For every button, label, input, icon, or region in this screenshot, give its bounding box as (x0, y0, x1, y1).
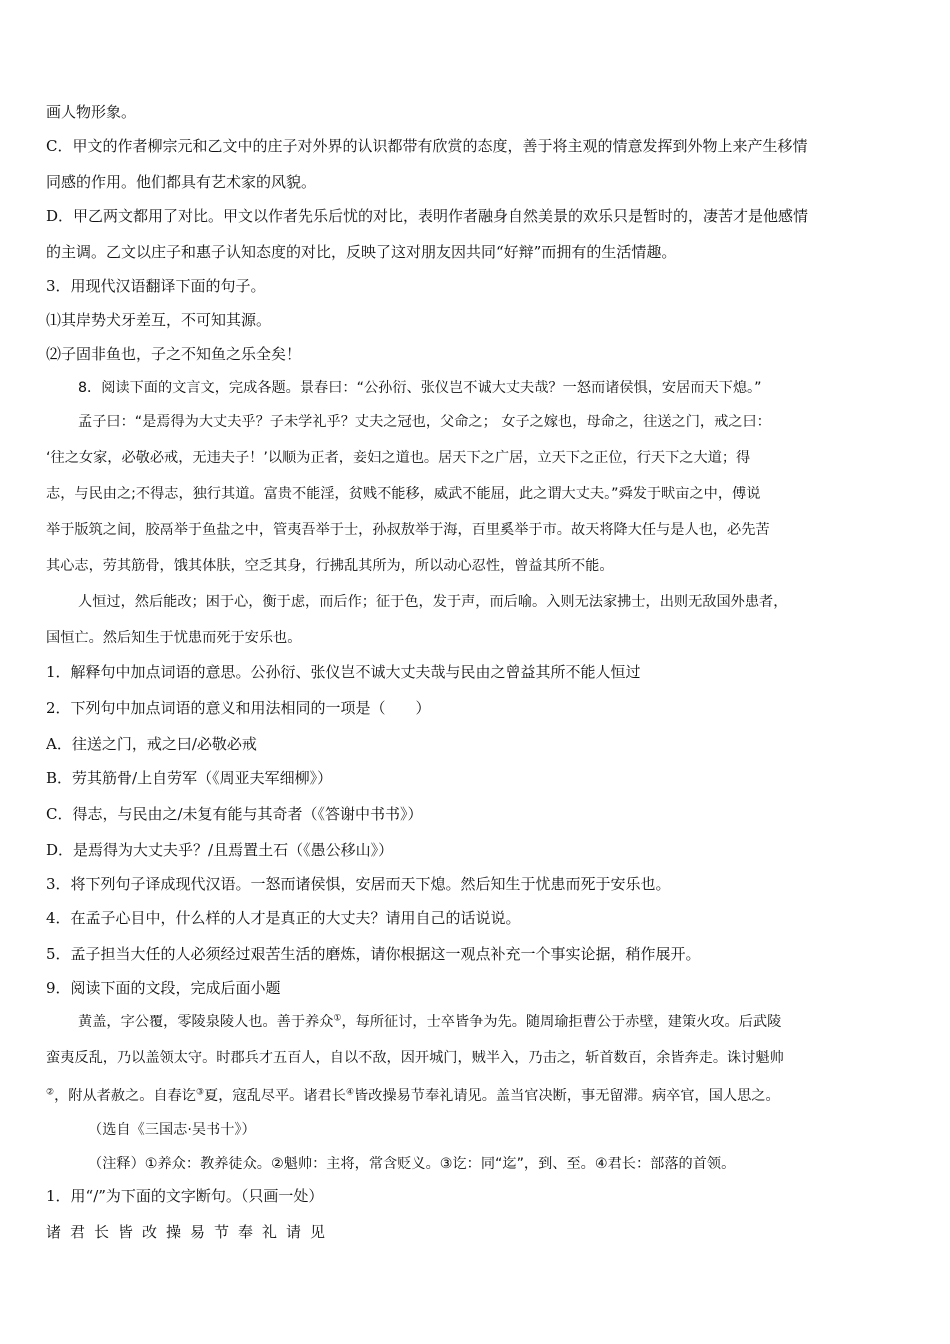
q8-passage-line: ‘往之女家，必敬必戒，无违夫子！’以顺为正者，妾妇之道也。居天下之广居，立天下之正位，行天下之大道；得 (46, 450, 751, 466)
q7-option-b-end: 画人物形象。 (46, 103, 137, 121)
q8-passage-intro: 8．阅读下面的文言文，完成各题。景春曰：“公孙衍、张仪岂不诚大丈夫哉？一怒而诸侯惧，安居而天下熄。” (78, 380, 762, 396)
note-mark: ① (333, 1013, 342, 1024)
q7-option-d-line1: D．甲乙两文都用了对比。甲文以作者先乐后忧的对比，表明作者融身自然美景的欢乐只是暂时的，凄苦才是他感情 (46, 207, 809, 225)
q8-question-5: 5．孟子担当大任的人必须经过艰苦生活的磨炼，请你根据这一观点补充一个事实论据，稍作展开。 (46, 945, 701, 963)
q8-passage-line: 志，与民由之;不得志，独行其道。富贵不能淫，贫贱不能移，威武不能屈，此之谓大丈夫。”舜发于畎亩之中，傅说 (46, 486, 761, 502)
q8-question-3: 3．将下列句子译成现代汉语。一怒而诸侯惧，安居而天下熄。然后知生于忧患而死于安乐也。 (46, 875, 671, 893)
q8-question-2-option-d: D．是焉得为大丈夫乎？/且焉置土石（《愚公移山》） (46, 841, 394, 859)
note-mark: ③ (195, 1087, 205, 1098)
q7-option-d-line2: 的主调。乙文以庄子和惠子认知态度的对比，反映了这对朋友因共同“好辩”而拥有的生活情趣。 (46, 243, 677, 261)
q8-question-2-option-a: A．往送之门，戒之曰/必敬必戒 (46, 735, 257, 753)
q8-question-2-option-b: B．劳其筋骨/上自劳军（《周亚夫军细柳》） (46, 769, 333, 787)
q8-question-2: 2．下列句中加点词语的意义和用法相同的一项是（ ） (46, 699, 431, 717)
q7-question-3-item1: ⑴其岸势犬牙差互，不可知其源。 (46, 311, 272, 329)
q9-passage-line: ②，附从者赦之。自春讫③夏，寇乱尽平。诸君长④皆改操易节奉礼请见。盖当官决断，事无留滞。病卒官，国人思之。 (46, 1087, 780, 1104)
q8-passage-line: 人恒过，然后能改；困于心，衡于虑，而后作；征于色，发于声，而后喻。入则无法家拂士，出则无敌国外患者， (78, 594, 788, 610)
q9-title: 9．阅读下面的文段，完成后面小题 (46, 979, 281, 997)
q9-source: （选自《三国志·吴书十》） (88, 1122, 256, 1138)
q7-question-3: 3．用现代汉语翻译下面的句子。 (46, 277, 266, 295)
q8-question-1: 1．解释句中加点词语的意思。公孙衍、张仪岂不诚大丈夫哉与民由之曾益其所不能人恒过 (46, 663, 641, 681)
q8-passage-line: 国恒亡。然后知生于忧患而死于安乐也。 (46, 630, 302, 646)
q7-question-3-item2: ⑵子固非鱼也，子之不知鱼之乐全矣！ (46, 345, 302, 363)
q9-question-1: 1．用“/”为下面的文字断句。（只画一处） (46, 1187, 324, 1205)
q8-passage-line: 其心志，劳其筋骨，饿其体肤，空乏其身，行拂乱其所为，所以动心忍性，曾益其所不能。 (46, 558, 614, 574)
q9-passage-line: 黄盖，字公覆，零陵泉陵人也。善于养众①，每所征讨，士卒皆争为先。随周瑜拒曹公于赤壁，建策火攻。后武陵 (78, 1013, 782, 1030)
q9-notes: （注释）①养众：教养徒众。②魁帅：主将，常含贬义。③讫：同“迄”，到、至。④君长：部落的首领。 (88, 1156, 736, 1172)
note-mark: ② (46, 1087, 55, 1098)
note-mark: ④ (345, 1087, 355, 1098)
q8-passage-line: 孟子曰：“是焉得为大丈夫乎？子未学礼乎？丈夫之冠也，父命之； 女子之嫁也，母命之，往送之门，戒之曰： (78, 414, 771, 430)
q9-question-1-text: 诸君长皆改操易节奉礼请见 (46, 1223, 335, 1241)
q8-question-2-option-c: C．得志，与民由之/未复有能与其奇者（《答谢中书书》） (46, 805, 423, 823)
q8-question-4: 4．在孟子心目中，什么样的人才是真正的大丈夫？请用自己的话说说。 (46, 909, 521, 927)
q9-passage-line: 蛮夷反乱，乃以盖领太守。时郡兵才五百人，自以不敌，因开城门，贼半入，乃击之，斩首数百，余皆奔走。诛讨魁帅 (46, 1050, 784, 1066)
q7-option-c-line2: 同感的作用。他们都具有艺术家的风貌。 (46, 173, 317, 191)
q8-passage-line: 举于版筑之间，胶鬲举于鱼盐之中，管夷吾举于士，孙叔敖举于海，百里奚举于市。故天将降大任与是人也，必先苦 (46, 522, 770, 538)
q7-option-c-line1: C．甲文的作者柳宗元和乙文中的庄子对外界的认识都带有欣赏的态度，善于将主观的情意发挥到外物上来产生移情 (46, 137, 808, 155)
